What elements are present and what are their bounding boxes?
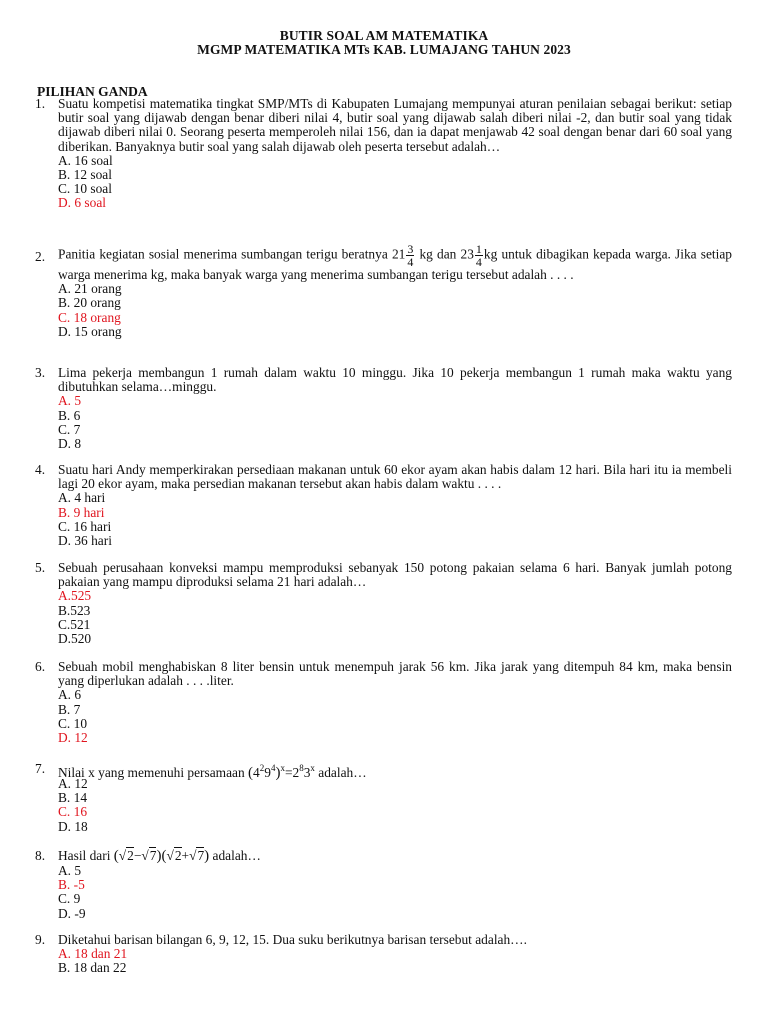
question-6: [35, 660, 732, 745]
eq-base: 9: [264, 765, 271, 780]
radicand: 7: [197, 848, 205, 863]
question-text: [58, 243, 732, 282]
question-text-part: Panitia kegiatan sosial menerima sumbangan terigu beratnya: [58, 246, 388, 262]
option-d: D. 18: [58, 818, 88, 834]
question-number: 6.: [35, 659, 46, 674]
question-number: 4.: [35, 462, 46, 477]
option-b: B. 7: [58, 701, 81, 717]
eq-base: 4: [253, 765, 260, 780]
question-number: 3.: [35, 365, 46, 380]
question-8: [35, 847, 732, 921]
options-list: [58, 947, 732, 975]
question-7: [35, 760, 732, 834]
question-text-part: kg dan: [419, 246, 457, 262]
question-text: [58, 847, 732, 864]
question-text: Sebuah mobil menghabiskan 8 liter bensin untuk menempuh jarak 56 km. Jika jarak yang ditempuh 84 km, maka bensin yang diperlukan adalah . . . .liter.: [58, 659, 732, 689]
radicand: 2: [174, 848, 182, 863]
question-text-part: adalah…: [212, 848, 261, 863]
option-a-correct: A.525: [58, 588, 92, 604]
option-c: C. 10: [58, 715, 88, 731]
option-a: A. 12: [58, 776, 88, 791]
fraction-numerator: 1: [475, 242, 482, 256]
option-b: B. 6: [58, 407, 81, 423]
options-list: [58, 154, 732, 211]
option-b: B. 20 orang: [58, 295, 121, 311]
question-text-part: Hasil dari: [58, 848, 111, 863]
options-list: [58, 864, 732, 921]
option-b: B. 14: [58, 790, 88, 806]
option-d: D.520: [58, 630, 92, 646]
option-a-correct: A. 5: [58, 393, 82, 409]
document-subtitle: MGMP MATEMATIKA MTs KAB. LUMAJANG TAHUN 2023: [197, 42, 571, 57]
section-heading: PILIHAN GANDA: [37, 84, 148, 99]
question-9: [35, 933, 732, 976]
option-b: B.523: [58, 602, 91, 618]
option-d-correct: D. 12: [58, 729, 88, 745]
fraction-numerator: 3: [407, 242, 414, 256]
fraction-denominator: 4: [475, 255, 482, 269]
question-5: [35, 561, 732, 646]
options-list: [58, 688, 732, 745]
radicand: 2: [127, 848, 134, 863]
question-number: 2.: [35, 249, 46, 264]
option-d-correct: D. 6 soal: [58, 195, 106, 211]
option-c: C.521: [58, 616, 91, 632]
option-c-correct: C. 18 orang: [58, 309, 121, 325]
question-text-part: kg untuk dibagikan kepada warga. Jika setiap warga menerima kg, maka banyak warga yang menerima sumbangan terigu tersebut adalah . . . .: [58, 246, 733, 282]
eq-exponent: 4: [270, 763, 276, 773]
operator: +: [181, 848, 190, 863]
fraction: [475, 243, 483, 268]
option-c-correct: C. 16: [58, 804, 88, 820]
eq-exponent: 8: [299, 763, 304, 773]
question-text: Diketahui barisan bilangan 6, 9, 12, 15. Dua suku berikutnya barisan tersebut adalah….: [58, 932, 527, 947]
option-b-correct: B. 9 hari: [58, 504, 105, 520]
option-b: B. 12 soal: [58, 167, 112, 182]
option-a: A. 5: [58, 863, 82, 878]
options-list: [58, 394, 732, 451]
option-a: A. 21 orang: [58, 281, 122, 297]
option-d: D. -9: [58, 905, 86, 921]
question-text: [58, 760, 732, 781]
eq-base: 3: [303, 765, 311, 780]
options-list: [58, 282, 732, 339]
question-text-part: Nilai x yang memenuhi persamaan: [58, 765, 245, 780]
eq-base: 2: [292, 765, 300, 780]
eq-sign: =: [284, 765, 293, 780]
option-d: D. 8: [58, 435, 82, 451]
radicand: 7: [149, 848, 157, 863]
eq-exponent: x: [280, 763, 285, 773]
question-number: 8.: [35, 848, 46, 863]
options-list: [58, 491, 732, 548]
options-list: [58, 777, 732, 834]
option-a: A. 4 hari: [58, 490, 106, 506]
question-text: Sebuah perusahaan konveksi mampu memproduksi sebanyak 150 potong pakaian selama 6 hari. Banyak jumlah potong pakaian yang mampu diproduksi selama 21 hari adalah…: [58, 560, 732, 590]
eq-exponent: x: [310, 763, 315, 773]
question-1: [35, 97, 732, 211]
option-d: D. 15 orang: [58, 323, 122, 339]
option-c: C. 10 soal: [58, 181, 112, 197]
question-number: 1.: [35, 96, 46, 111]
option-c: C. 7: [58, 421, 81, 437]
question-2: [35, 243, 732, 339]
question-text: Suatu kompetisi matematika tingkat SMP/MTs di Kabupaten Lumajang mempunyai aturan penilaian sebagai berikut: setiap butir soal yang dijawab dengan benar diberi nilai 4, butir soal yang dijawab salah diberi nilai -2, dan butir soal yang tidak dijawab diberi nilai 0. Seorang peserta memperoleh nilai 156, dan ia dapat menjawab 42 soal dengan benar dari 60 soal yang diberikan. Banyaknya butir soal yang salah dijawab oleh peserta tersebut adalah…: [58, 96, 732, 154]
mixed-number-whole: 23: [460, 246, 474, 262]
options-list: [58, 589, 732, 646]
question-text: Lima pekerja membangun 1 rumah dalam waktu 10 minggu. Jika 10 pekerja membangun 1 rumah maka waktu yang dibutuhkan selama…minggu.: [58, 365, 732, 395]
fraction-denominator: 4: [407, 255, 414, 269]
radical-expression: (√2−√7)(√2+√7): [113, 848, 210, 864]
eq-exponent: 2: [259, 763, 265, 773]
option-a-correct: A. 18 dan 21: [58, 946, 128, 962]
question-3: [35, 366, 732, 451]
question-text: Suatu hari Andy memperkirakan persediaan makanan untuk 60 ekor ayam akan habis dalam 12 hari. Bila hari itu ia membeli lagi 20 ekor ayam, maka persedian makanan tersebut akan habis dalam waktu . . . .: [58, 462, 732, 492]
fraction: [406, 243, 414, 268]
option-a: A. 16 soal: [58, 152, 113, 168]
option-b-correct: B. -5: [58, 877, 85, 893]
option-a: A. 6: [58, 687, 82, 703]
option-d: D. 36 hari: [58, 532, 112, 548]
question-text-part: adalah…: [318, 765, 367, 780]
operator: −: [133, 848, 142, 863]
question-number: 5.: [35, 560, 46, 575]
option-c: C. 16 hari: [58, 518, 112, 534]
mixed-number-whole: 21: [391, 246, 406, 262]
question-number: 9.: [35, 932, 46, 947]
document-title: BUTIR SOAL AM MATEMATIKA: [279, 28, 489, 43]
question-number: 7.: [35, 761, 46, 776]
question-4: [35, 463, 732, 548]
option-b: B. 18 dan 22: [58, 960, 127, 976]
option-c: C. 9: [58, 891, 81, 907]
exponent-equation: $(4^29^4)^x=2^83^x$: [248, 763, 315, 781]
